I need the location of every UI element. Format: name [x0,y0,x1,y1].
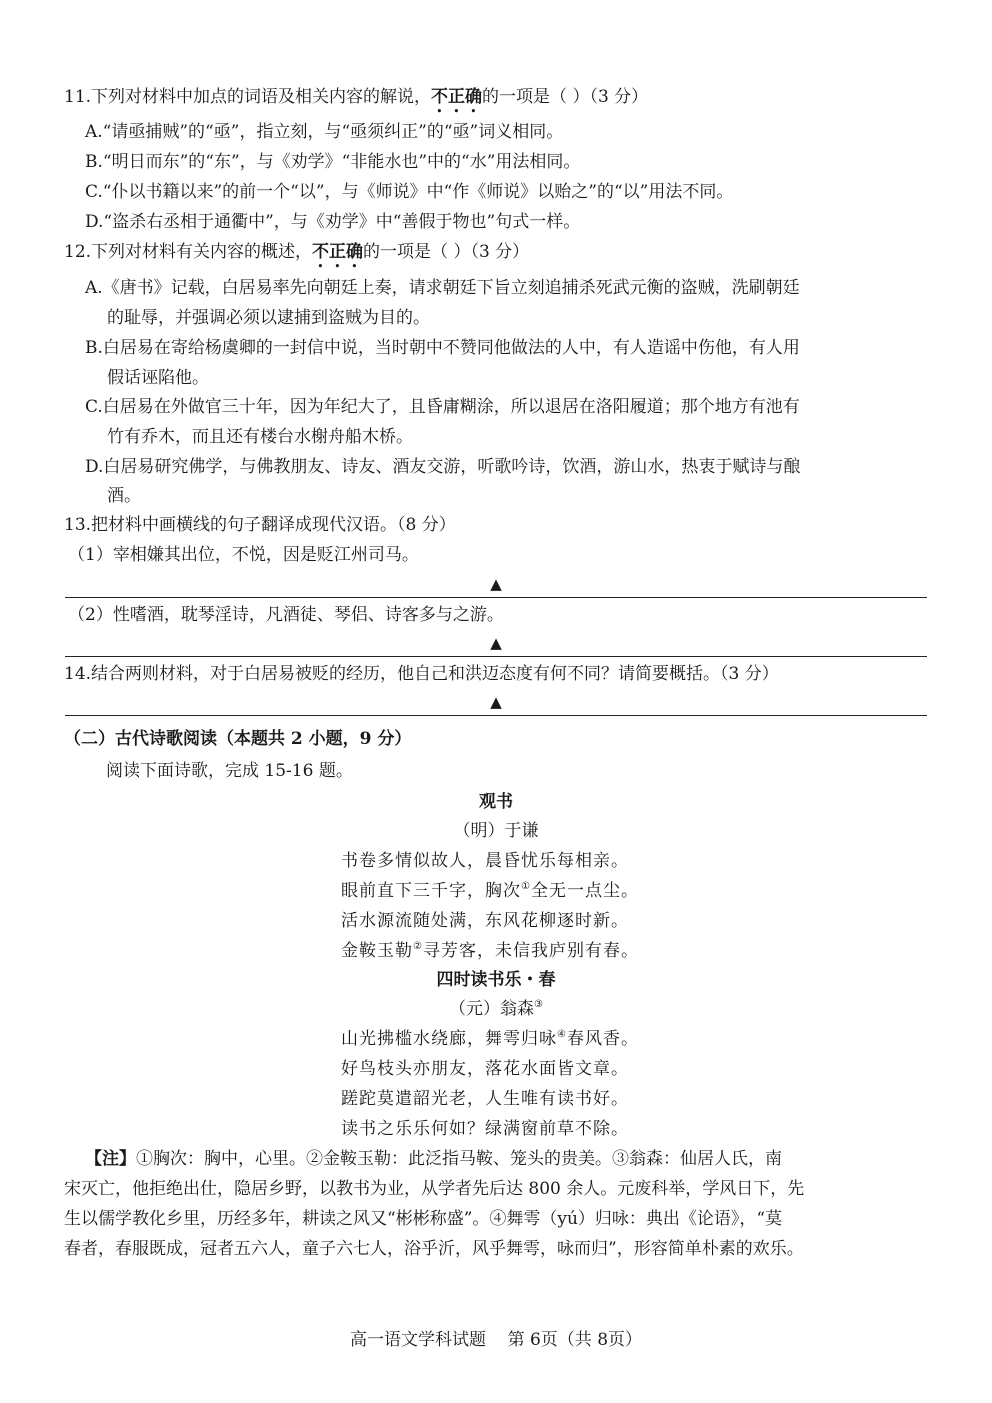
q11-option-a: A.“请亟捕贼”的“亟”，指立刻，与“亟须纠正”的“亟”词义相同。 [85,122,564,142]
q11-option-c: C.“仆以书籍以来”的前一个“以”，与《师说》中“作《师说》以贻之”的“以”用法不同。 [85,182,734,202]
q11-emphasis: 不正确 [431,87,483,107]
page-footer: 高一语文学科试题 第 6页（共 8页） [349,1330,643,1350]
footnote-marker: ③ [534,999,543,1010]
q13-answer-line-1[interactable] [65,576,927,598]
notes-line-4: 春者，春服既成，冠者五六人，童子六七人，浴乎沂，风乎舞雩，咏而归”，形容简单朴素的欢乐。 [64,1239,804,1259]
poem-1-line-2a: 眼前直下三千字，胸次 [341,881,521,901]
q12-option-d-line2: 酒。 [107,486,141,506]
answer-marker-icon: ▲ [490,575,502,593]
answer-marker-icon: ▲ [490,634,502,652]
q11-prefix: 11.下列对材料中加点的词语及相关内容的解说， [64,87,432,107]
q13-answer-line-2[interactable] [65,635,927,657]
q11-option-d: D.“盗杀右丞相于通衢中”，与《劝学》中“善假于物也”句式一样。 [85,212,581,232]
notes-text-1: ①胸次：胸中，心里。②金鞍玉勒：此泛指马鞍、笼头的贵美。③翁森：仙居人氏，南 [136,1149,782,1169]
q13-sentence-2: （2）性嗜酒，耽琴淫诗，凡酒徒、琴侣、诗客多与之游。 [68,605,504,625]
poem-2-line-4: 读书之乐乐何如？绿满窗前草不除。 [341,1119,629,1139]
q12-prefix: 12.下列对材料有关内容的概述， [64,242,313,262]
poem-1-title: 观书 [479,792,513,812]
poem-2-title: 四时读书乐・春 [436,970,556,990]
answer-rule [65,715,927,716]
poem-2-author-name: （元）翁森 [449,999,535,1019]
q12-option-a-line2: 的耻辱，并强调必须以逮捕到盗贼为目的。 [107,308,430,328]
footnote-marker: ① [521,881,531,892]
poem-1-line-4 [341,940,639,962]
q12-option-a-line1: A.《唐书》记载，白居易率先向朝廷上奏，请求朝廷下旨立刻追捕杀死武元衡的盗贼，洗刷朝廷 [85,278,800,298]
question-12-stem [64,241,529,272]
poem-1-line-1: 书卷多情似故人，晨昏忧乐每相亲。 [341,851,629,871]
answer-rule [65,597,927,598]
answer-rule [65,656,927,657]
q12-suffix: 的一项是（ ）（3 分） [363,242,530,262]
q12-option-c-line2: 竹有乔木，而且还有楼台水榭舟船木桥。 [107,427,413,447]
footnote-marker: ② [413,941,423,952]
poem-1-line-3: 活水源流随处满，东风花柳逐时新。 [341,911,629,931]
poem-1-line-2b: 全无一点尘。 [530,881,639,901]
poem-1-line-4b: 寻芳客，未信我庐别有春。 [422,941,639,961]
section-2-intro: 阅读下面诗歌，完成 15-16 题。 [106,761,353,781]
q12-option-b-line2: 假话诬陷他。 [107,368,209,388]
poem-1-author: （明）于谦 [453,821,539,841]
poem-2-line-1b: 春风香。 [566,1029,639,1049]
q12-emphasis: 不正确 [312,242,364,262]
poem-2-line-1a: 山光拂槛水绕廊，舞雩归咏 [341,1029,557,1049]
question-14-stem: 14.结合两则材料，对于白居易被贬的经历，他自己和洪迈态度有何不同？请简要概括。（3 分） [64,664,779,684]
poem-2-line-3: 蹉跎莫遣韶光老，人生唯有读书好。 [341,1089,629,1109]
notes-label: 【注】 [85,1149,136,1169]
notes-line-1 [85,1148,782,1170]
q11-option-b: B.“明日而东”的“东”，与《劝学》“非能水也”中的“水”用法相同。 [85,152,581,172]
q13-sentence-1: （1）宰相嫌其出位，不悦，因是贬江州司马。 [68,545,419,565]
notes-line-2: 宋灭亡，他拒绝出仕，隐居乡野，以教书为业，从学者先后达 800 余人。元废科举，学风日下，先 [64,1179,805,1199]
poem-1-line-4a: 金鞍玉勒 [341,941,413,961]
footnote-marker: ④ [557,1029,567,1040]
q12-option-b-line1: B.白居易在寄给杨虞卿的一封信中说，当时朝中不赞同他做法的人中，有人造谣中伤他，有人用 [85,338,800,358]
q12-option-c-line1: C.白居易在外做官三十年，因为年纪大了，且昏庸糊涂，所以退居在洛阳履道；那个地方有池有 [85,397,800,417]
question-13-stem: 13.把材料中画横线的句子翻译成现代汉语。（8 分） [64,515,456,535]
q12-option-d-line1: D.白居易研究佛学，与佛教朋友、诗友、酒友交游，听歌吟诗，饮酒，游山水，热衷于赋诗与酿 [85,457,801,477]
q11-suffix: 的一项是（ ）（3 分） [482,87,649,107]
answer-marker-icon: ▲ [490,693,502,711]
notes-line-3: 生以儒学教化乡里，历经多年，耕读之风又“彬彬称盛”。④舞雩（yú）归咏：典出《论语》，“莫 [64,1209,783,1229]
poem-2-line-1 [341,1028,639,1050]
poem-2-line-2: 好鸟枝头亦朋友，落花水面皆文章。 [341,1059,629,1079]
poem-2-author [0,998,992,1020]
question-11-stem [64,86,648,117]
q14-answer-line[interactable] [65,694,927,716]
poem-1-line-2 [341,880,639,902]
section-2-title: （二）古代诗歌阅读（本题共 2 小题，9 分） [64,729,412,749]
